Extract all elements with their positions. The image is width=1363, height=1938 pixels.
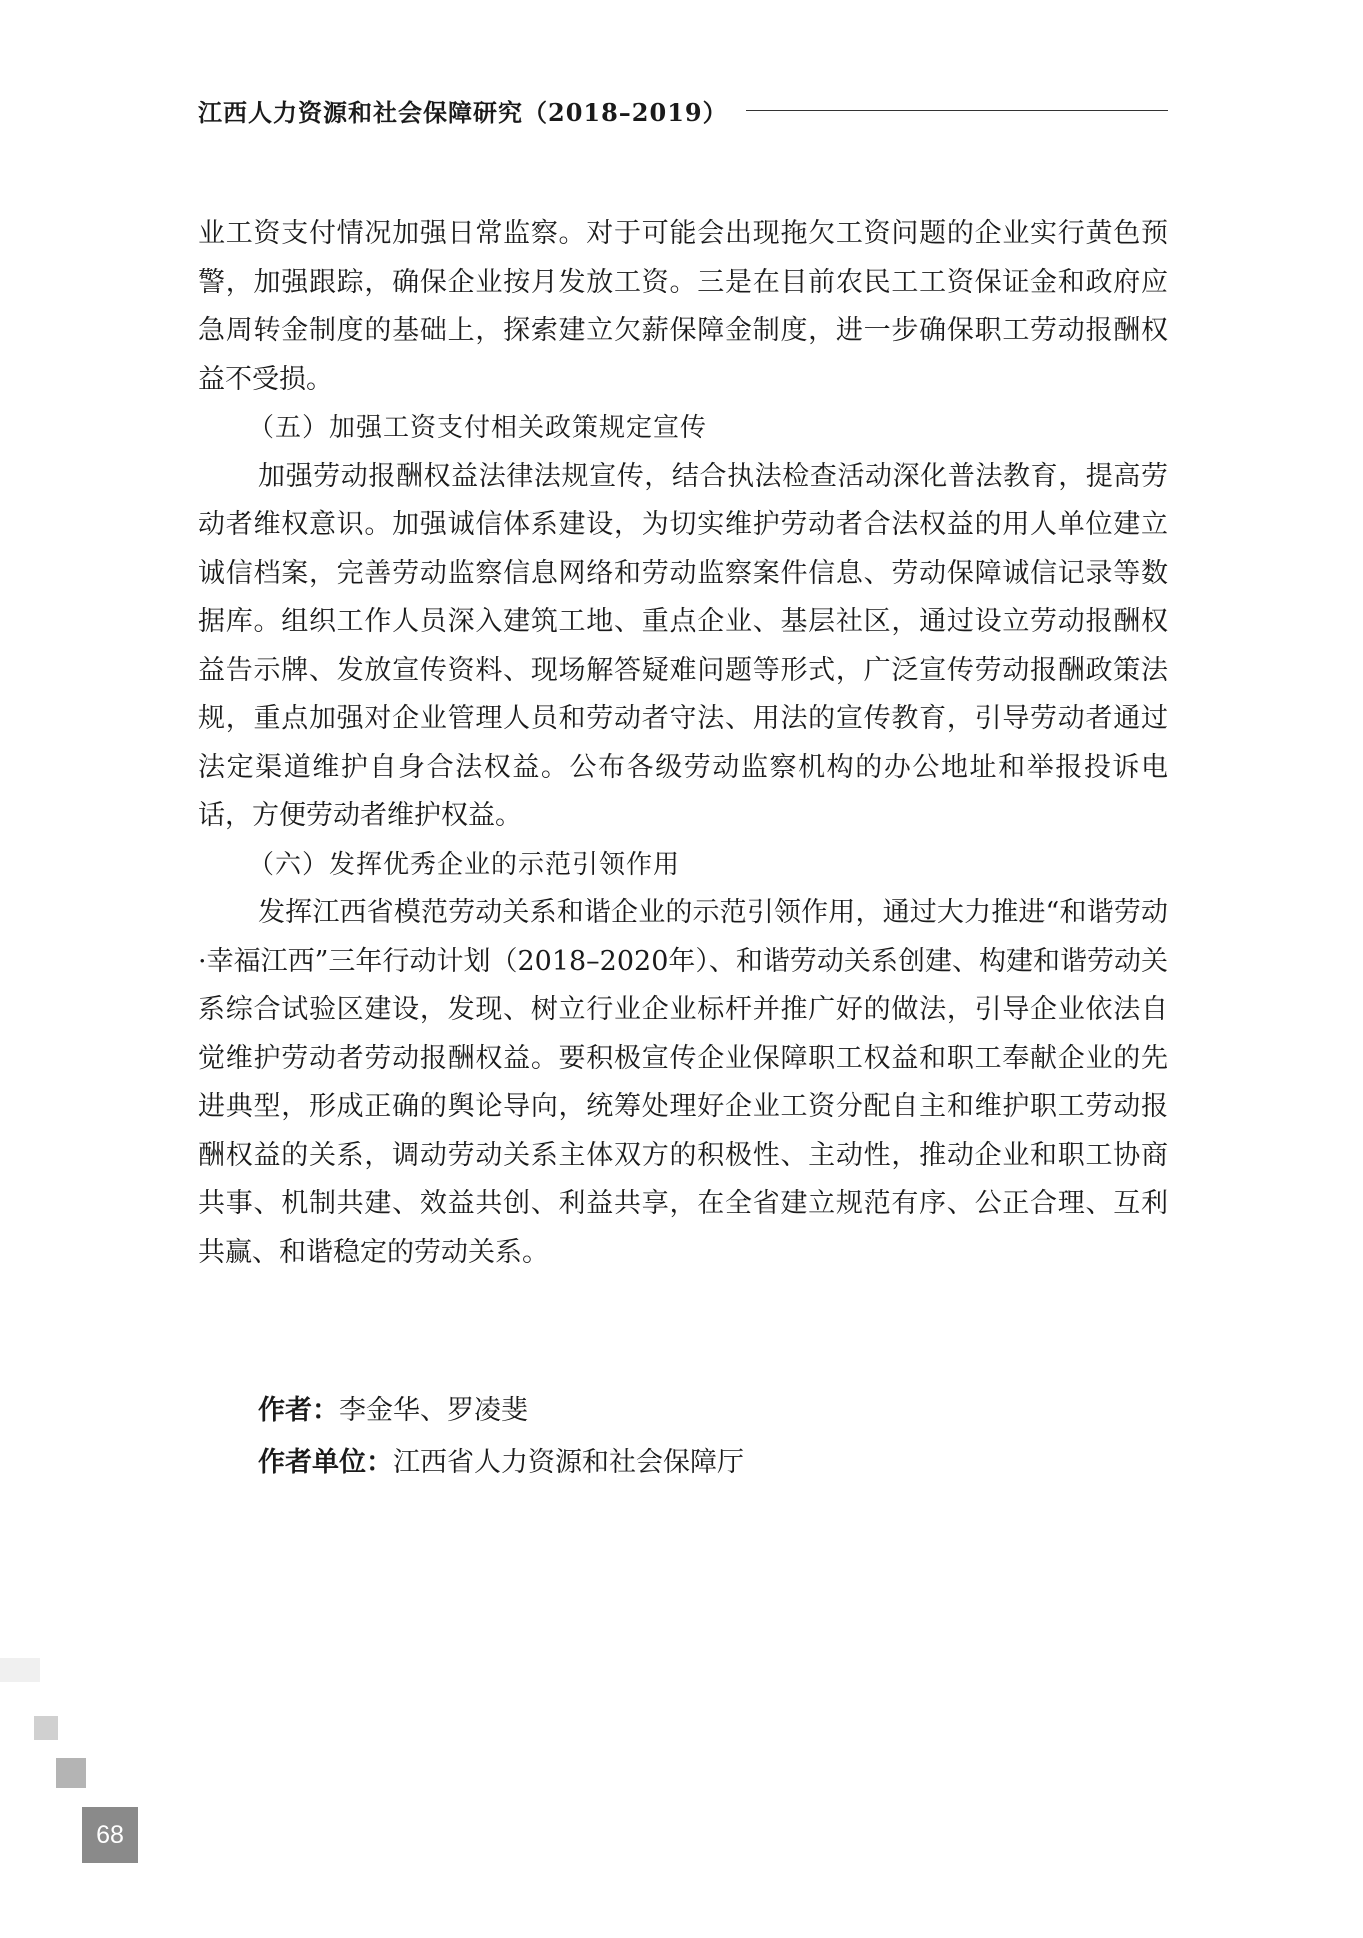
section-heading: （五）加强工资支付相关政策规定宣传	[248, 413, 708, 443]
author-unit-line	[258, 1437, 744, 1489]
page-number: 68	[82, 1807, 138, 1863]
author-line	[258, 1385, 744, 1437]
decor-square-3	[56, 1758, 86, 1788]
decor-square-1	[0, 1658, 40, 1682]
paragraph: 业工资支付情况加强日常监察。对于可能会出现拖欠工资问题的企业实行黄色预警，加强跟踪，确保企业按月发放工资。三是在目前农民工工资保证金和政府应急周转金制度的基础上，探索建立欠薪保障金制度，进一步确保职工劳动报酬权益不受损。	[198, 218, 1168, 395]
body-text	[198, 210, 1168, 1277]
section-heading: （六）发挥优秀企业的示范引领作用	[248, 849, 681, 880]
running-header-title: 江西人力资源和社会保障研究（2018–2019）	[198, 97, 728, 127]
author-unit-label: 作者单位：	[258, 1447, 393, 1478]
running-header	[198, 92, 1168, 128]
author-label: 作者：	[258, 1395, 339, 1426]
author-unit: 江西省人力资源和社会保障厅	[393, 1447, 744, 1478]
author-block	[258, 1385, 744, 1489]
paragraph: 加强劳动报酬权益法律法规宣传，结合执法检查活动深化普法教育，提高劳动者维权意识。加强诚信体系建设，为切实维护劳动者合法权益的用人单位建立诚信档案，完善劳动监察信息网络和劳动监察案件信息、劳动保障诚信记录等数据库。组织工作人员深入建筑工地、重点企业、基层社区，通过设立劳动报酬权益告示牌、发放宣传资料、现场解答疑难问题等形式，广泛宣传劳动报酬政策法规，重点加强对企业管理人员和劳动者守法、用法的宣传教育，引导劳动者通过法定渠道维护自身合法权益。公布各级劳动监察机构的办公地址和举报投诉电话，方便劳动者维护权益。	[198, 460, 1168, 831]
paragraph: 发挥江西省模范劳动关系和谐企业的示范引领作用，通过大力推进“和谐劳动·幸福江西”三年行动计划（2018–2020年）、和谐劳动关系创建、构建和谐劳动关系综合试验区建设，发现、树立行业企业标杆并推广好的做法，引导企业依法自觉维护劳动者劳动报酬权益。要积极宣传企业保障职工权益和职工奉献企业的先进典型，形成正确的舆论导向，统筹处理好企业工资分配自主和维护职工劳动报酬权益的关系，调动劳动关系主体双方的积极性、主动性，推动企业和职工协商共事、机制共建、效益共创、利益共享，在全省建立规范有序、公正合理、互利共赢、和谐稳定的劳动关系。	[198, 897, 1168, 1268]
author-names: 李金华、罗凌斐	[339, 1395, 528, 1426]
header-rule	[746, 110, 1168, 111]
decor-square-2	[34, 1716, 58, 1740]
